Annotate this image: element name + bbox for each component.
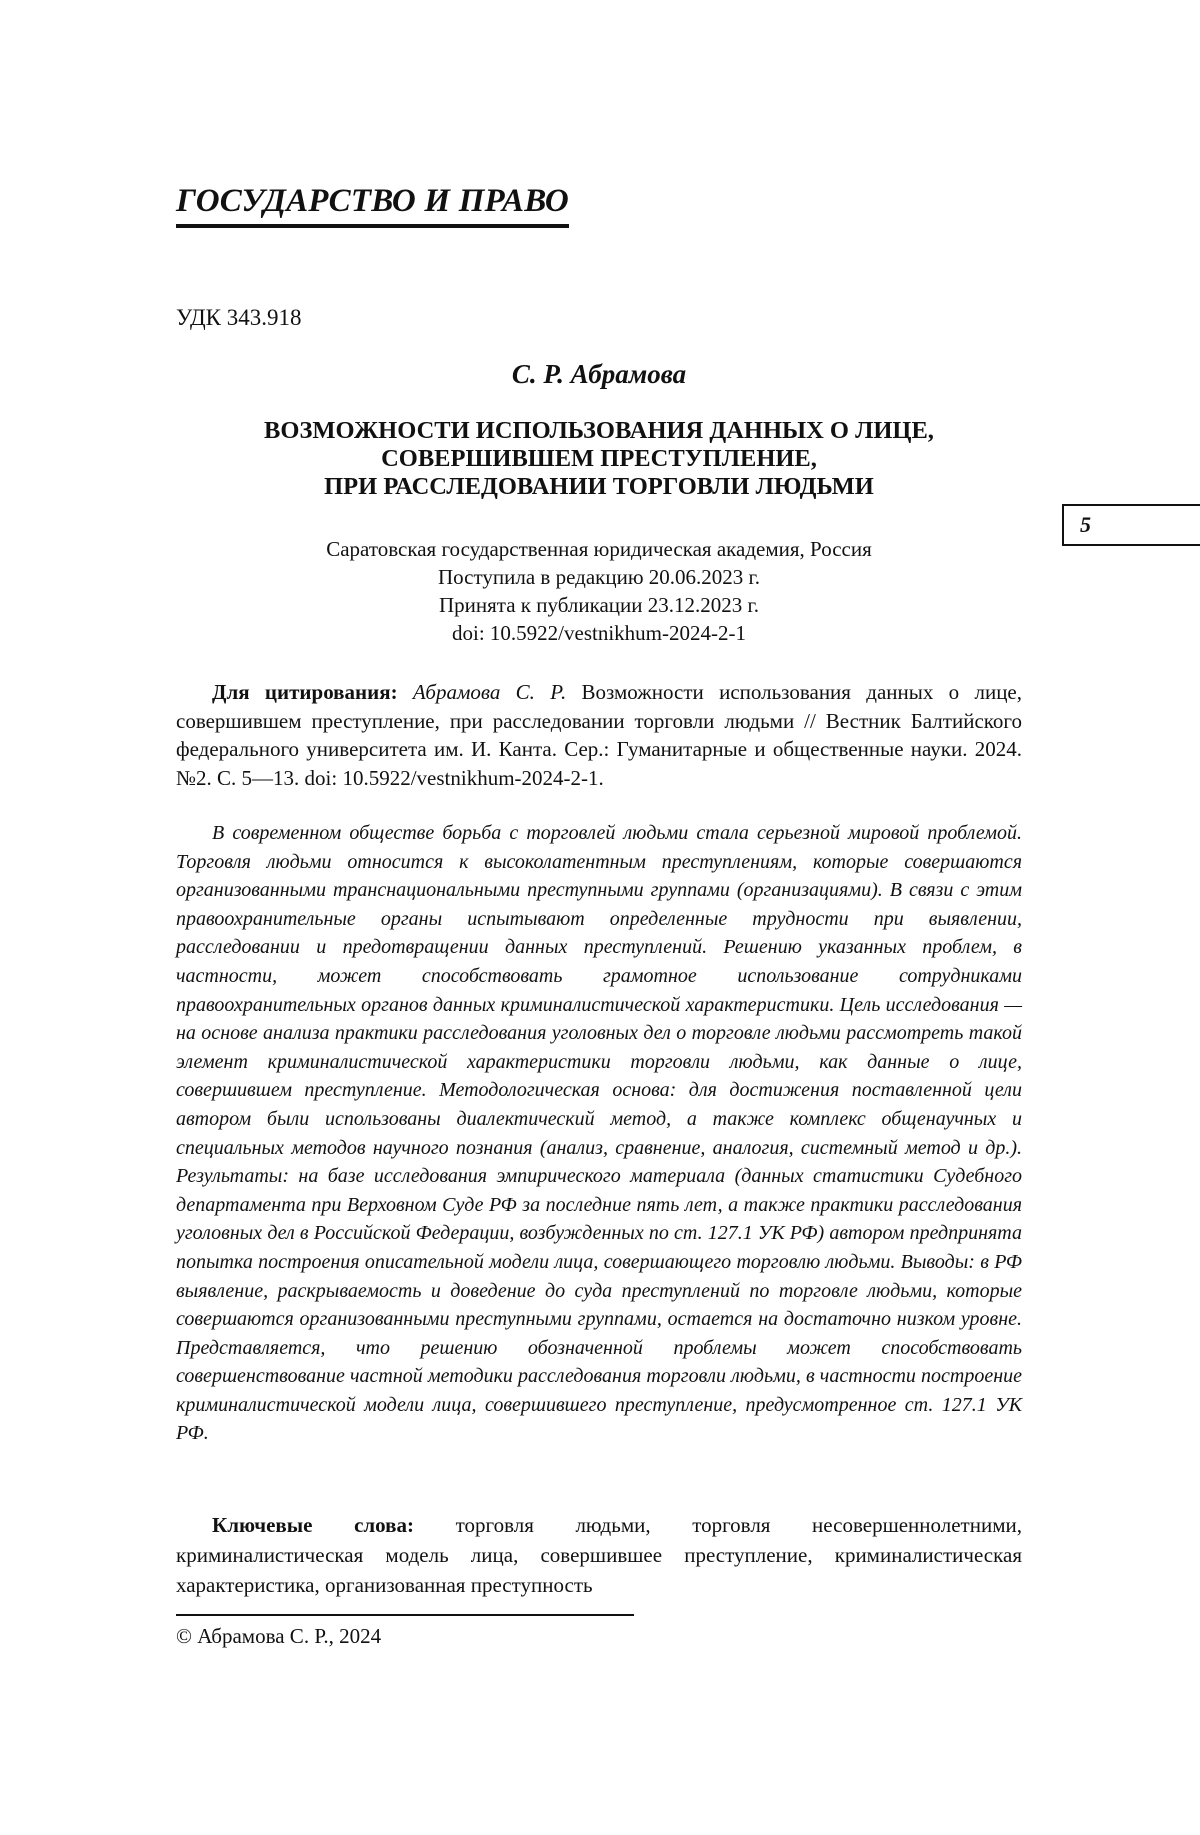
citation-author: Абрамова С. Р.: [412, 680, 567, 704]
received-date: Поступила в редакцию 20.06.2023 г.: [437, 565, 760, 589]
doi-link[interactable]: doi: 10.5922/vestnikhum-2024-2-1: [452, 621, 746, 645]
article-metadata: [176, 535, 1022, 647]
affiliation: Саратовская государственная юридическая академия, Россия: [326, 537, 872, 561]
page-number-tab: 5: [1062, 504, 1200, 546]
article-title: [176, 417, 1022, 501]
citation-block: [176, 678, 1022, 792]
citation-text: Возможности использования данных о лице, совершившем преступление, при расследовании торговли людьми // Вестник Балтийского федерального университета им. И. Канта. Сер.: Гуманитарные и общественные науки. 2024. №2. С. 5—13. doi: 10.5922/vestnikhum-2024-2-1.: [176, 680, 1022, 790]
article-author: С. Р. Абрамова: [511, 359, 687, 389]
citation-label: Для цитирования:: [212, 680, 398, 704]
journal-section-title: ГОСУДАРСТВО И ПРАВО: [176, 183, 569, 228]
article-title-line: ВОЗМОЖНОСТИ ИСПОЛЬЗОВАНИЯ ДАННЫХ О ЛИЦЕ,: [264, 417, 934, 444]
copyright-note: © Абрамова С. Р., 2024: [176, 1624, 382, 1648]
keywords-block: [176, 1510, 1022, 1600]
accepted-date: Принята к публикации 23.12.2023 г.: [438, 593, 759, 617]
abstract-text: В современном обществе борьба с торговлей людьми стала серьезной мировой проблемой. Торговля людьми относится к высоколатентным преступлениям, которые совершаются организованными транснациональными преступными группами (организациями). В связи с этим правоохранительные органы испытывают определенные трудности при выявлении, расследовании и предотвращении данных преступлений. Решению указанных проблем, в частности, может способствовать грамотное использование сотрудниками правоохранительных органов данных криминалистической характеристики. Цель исследования — на основе анализа практики расследования уголовных дел о торговле людьми рассмотреть такой элемент криминалистической характеристики торговли людьми, как данные о лице, совершившем преступление. Методологическая основа: для достижения поставленной цели автором были использованы диалектический метод, а также комплекс общенаучных и специальных методов научного познания (анализ, сравнение, аналогия, системный метод и др.). Результаты: на базе исследования эмпирического материала (данных статистики Судебного департамента при Верховном Суде РФ за последние пять лет, а также практики расследования уголовных дел в Российской Федерации, возбужденных по ст. 127.1 УК РФ) автором предпринята попытка построения описательной модели лица, совершающего торговлю людьми. Выводы: в РФ выявление, раскрываемость и доведение до суда преступлений по торговле людьми, которые совершаются организованными преступными группами, остается на достаточно низком уровне. Представляется, что решению обозначенной проблемы может способствовать совершенствование частной методики расследования торговли людьми, в частности построение криминалистической модели лица, совершившего преступление, предусмотренное ст. 127.1 УК РФ.: [176, 822, 1022, 1445]
udk-code: УДК 343.918: [176, 305, 302, 330]
keywords-label: Ключевые слова:: [212, 1513, 414, 1537]
article-title-line: СОВЕРШИВШЕМ ПРЕСТУПЛЕНИЕ,: [381, 445, 817, 472]
footnote-divider: [176, 1614, 634, 1616]
article-title-line: ПРИ РАССЛЕДОВАНИИ ТОРГОВЛИ ЛЮДЬМИ: [324, 473, 874, 500]
keywords-text: торговля людьми, торговля несовершеннолетними, криминалистическая модель лица, совершившее преступление, криминалистическая характеристика, организованная преступность: [176, 1513, 1022, 1597]
